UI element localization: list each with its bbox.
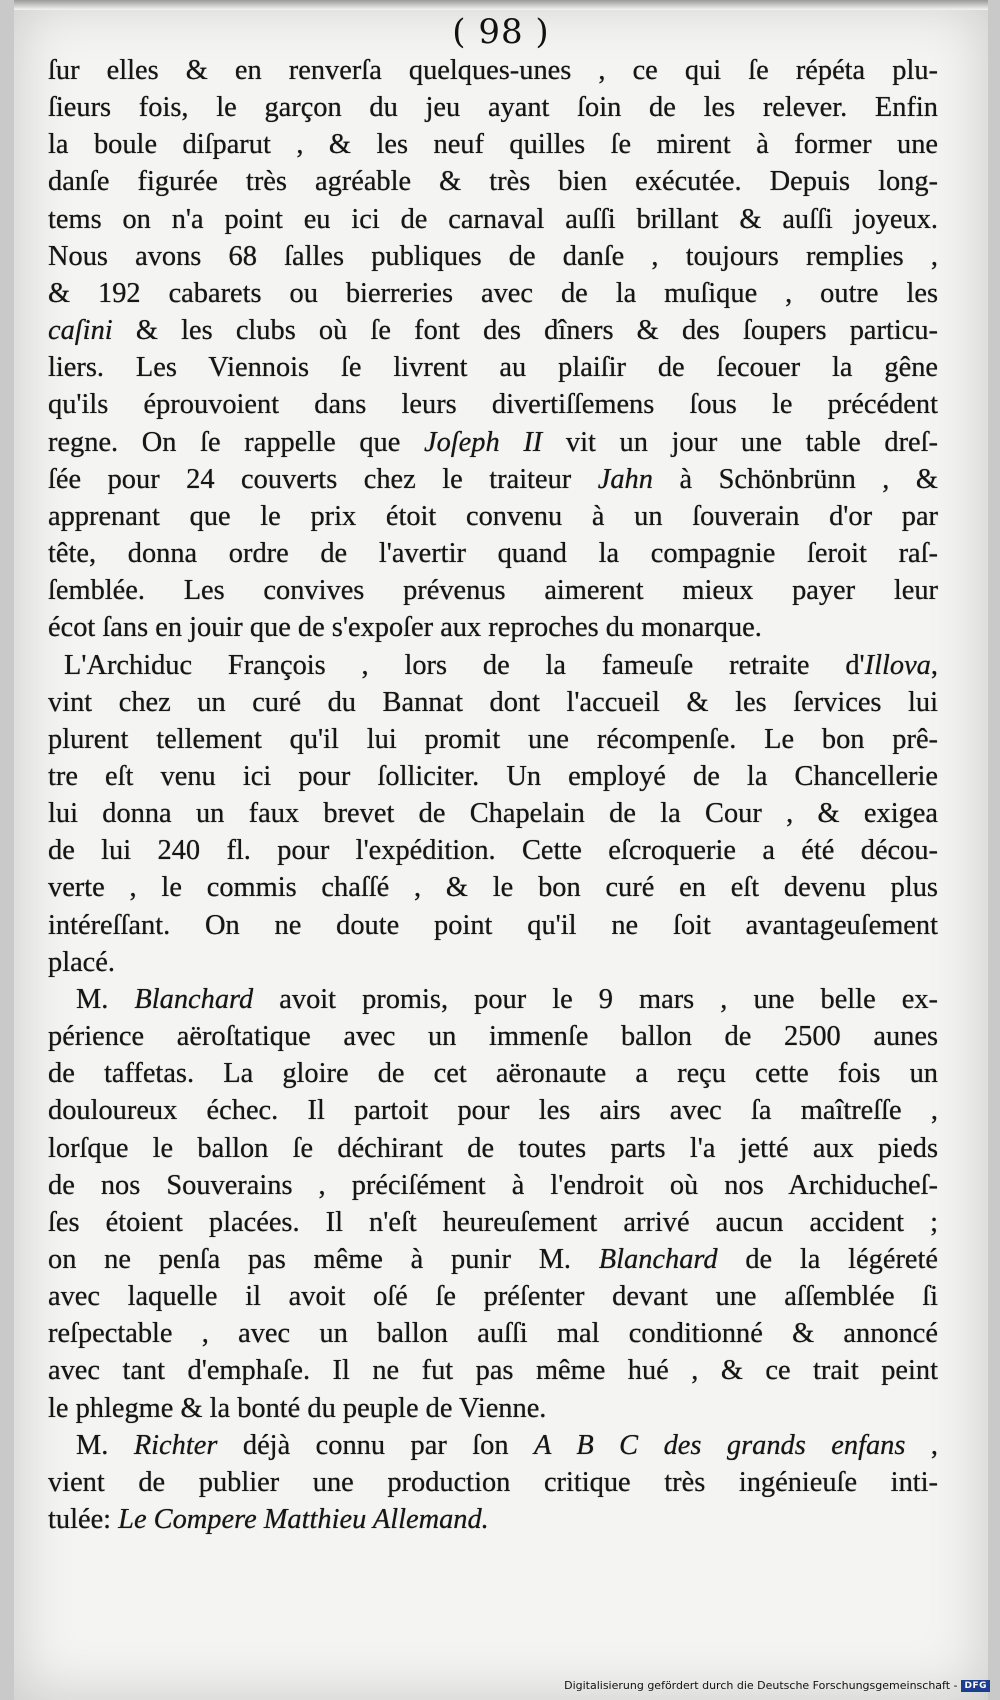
text-line: périence aëroſtatique avec un immenſe ballon de 2500 aunes <box>48 1021 938 1053</box>
text-segment: à Schönbrünn , & <box>652 463 939 495</box>
text-line: qu'ils éprouvoient dans leurs divertiſſemens ſous le précédent <box>48 389 938 421</box>
text-line: avec tant d'emphaſe. Il ne fut pas même hué , & ce trait peint <box>48 1355 938 1387</box>
page-top-edge <box>14 0 988 10</box>
italic-text: caſini <box>48 315 113 347</box>
text-line <box>48 312 938 349</box>
text-segment: tulée: <box>48 1504 119 1536</box>
text-segment: vit un jour une table dreſ- <box>542 426 938 458</box>
italic-text: Le Compere Matthieu Allemand. <box>118 1504 489 1536</box>
text-line <box>48 1501 938 1538</box>
text-segment: & les clubs où ſe font des dîners & des ſoupers particu- <box>112 315 938 347</box>
text-line: la boule diſparut , & les neuf quilles ſe mirent à former une <box>48 129 938 161</box>
page-number: ( 98 ) <box>452 12 550 52</box>
text-line: de nos Souverains , préciſément à l'endroit où nos Archiducheſ- <box>48 1169 938 1201</box>
body-text <box>48 52 938 1538</box>
credit-text: Digitalisierung gefördert durch die Deutsche Forschungsgemeinschaft - <box>564 1679 958 1692</box>
text-line: liers. Les Viennois ſe livrent au plaiſir de ſecouer la gêne <box>48 352 938 384</box>
text-line: intéreſſant. On ne doute point qu'il ne ſoit avantageuſement <box>48 909 938 941</box>
text-segment: M. <box>76 983 135 1015</box>
italic-text: Illova <box>864 649 931 681</box>
text-line <box>48 1241 938 1278</box>
text-line: lorſque le ballon ſe déchirant de toutes parts l'a jetté aux pieds <box>48 1132 938 1164</box>
text-line: vient de publier une production critique très ingénieuſe inti- <box>48 1466 938 1498</box>
text-segment: avoit promis, pour le 9 mars , une belle ex- <box>253 983 938 1015</box>
text-line: de lui 240 fl. pour l'expédition. Cette eſcroquerie a été décou- <box>48 835 938 867</box>
text-line: vint chez un curé du Bannat dont l'accueil & les ſervices lui <box>48 686 938 718</box>
text-line: de taffetas. La gloire de cet aëronaute a reçu cette fois un <box>48 1058 938 1090</box>
text-segment: L'Archiduc François , lors de la fameuſe retraite d' <box>64 649 865 681</box>
text-line: ſemblée. Les convives prévenus aimerent mieux payer leur <box>48 575 938 607</box>
text-line <box>48 461 938 498</box>
text-line: placé. <box>48 946 115 978</box>
text-segment: , <box>905 1429 938 1461</box>
italic-text: Richter <box>133 1429 218 1461</box>
text-line: tête, donna ordre de l'avertir quand la compagnie ſeroit raſ- <box>48 538 938 570</box>
text-line: verte , le commis chaſſé , & le bon curé en eſt devenu plus <box>48 872 938 904</box>
italic-text: Blanchard <box>598 1244 718 1275</box>
text-line: reſpectable , avec un ballon auſſi mal conditionné & annoncé <box>48 1318 938 1350</box>
text-line: ſes étoient placées. Il n'eſt heureuſement arrivé aucun accident ; <box>48 1206 938 1238</box>
text-line <box>48 424 938 461</box>
italic-text: Jahn <box>597 463 653 495</box>
text-line: apprenant que le prix étoit convenu à un ſouverain d'or par <box>48 500 938 532</box>
text-line: plurent tellement qu'il lui promit une récompenſe. Le bon prê- <box>48 723 938 755</box>
text-line: douloureux échec. Il partoit pour les airs avec ſa maîtreſſe , <box>48 1095 938 1127</box>
text-line: tems on n'a point eu ici de carnaval auſſi brillant & auſſi joyeux. <box>48 203 938 235</box>
text-segment: on ne penſa pas même à punir M. <box>48 1244 599 1275</box>
text-segment: ſée pour 24 couverts chez le traiteur <box>48 463 598 495</box>
text-line: ſur elles & en renverſa quelques-unes , ce qui ſe répéta plu- <box>48 55 938 86</box>
text-line: écot ſans en jouir que de s'expoſer aux reproches du monarque. <box>48 612 762 644</box>
text-line: danſe figurée très agréable & très bien exécutée. Depuis long- <box>48 166 938 198</box>
text-segment: regne. On ſe rappelle que <box>48 426 424 458</box>
italic-text: A B C des grands enfans <box>534 1429 906 1461</box>
text-line: lui donna un faux brevet de Chapelain de la Cour , & exigea <box>48 798 938 830</box>
scanned-page <box>14 0 988 1700</box>
text-line <box>48 647 938 684</box>
text-line: tre eſt venu ici pour ſolliciter. Un employé de la Chancellerie <box>48 760 938 792</box>
italic-text: Blanchard <box>134 983 254 1015</box>
text-line: le phlegme & la bonté du peuple de Vienne. <box>48 1392 547 1424</box>
text-line: avec laquelle il avoit oſé ſe préſenter devant une aſſemblée ſi <box>48 1281 938 1313</box>
text-segment: , <box>930 649 938 681</box>
italic-text: Joſeph II <box>424 426 543 458</box>
text-segment: déjà connu par ſon <box>217 1429 535 1461</box>
text-segment: M. <box>76 1429 134 1461</box>
text-segment: de la légéreté <box>717 1244 938 1275</box>
text-line <box>48 1427 938 1464</box>
text-line: Nous avons 68 ſalles publiques de danſe , toujours remplies , <box>48 240 938 272</box>
text-line <box>48 981 938 1018</box>
text-line: ſieurs fois, le garçon du jeu ayant ſoin de les relever. Enfin <box>48 92 938 124</box>
dfg-logo: DFG <box>961 1680 990 1692</box>
digitization-credit <box>564 1679 990 1692</box>
text-line: & 192 cabarets ou bierreries avec de la muſique , outre les <box>48 277 938 309</box>
